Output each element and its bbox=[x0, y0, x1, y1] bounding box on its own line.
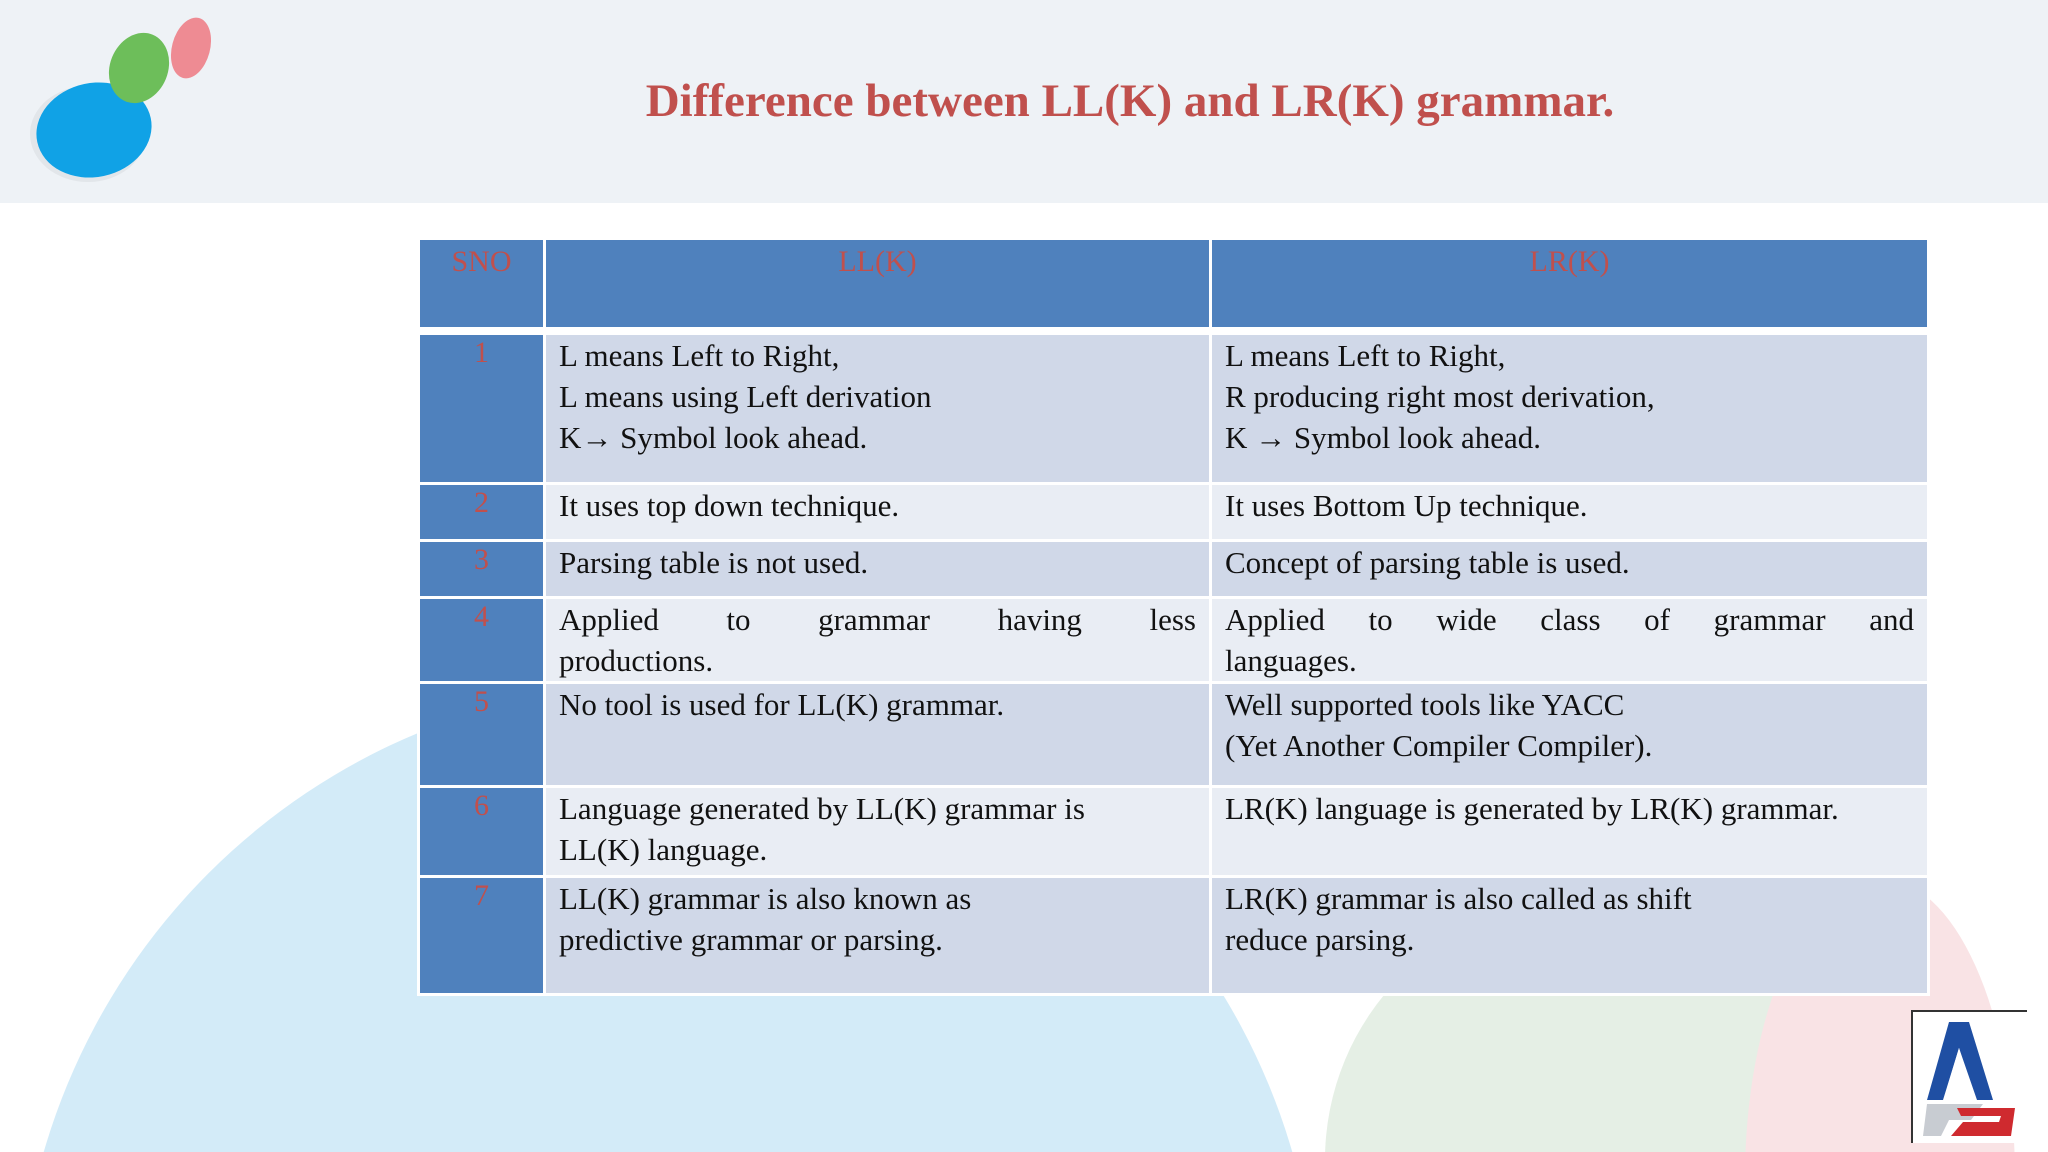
ll-line: L means Left to Right, bbox=[559, 338, 840, 373]
lr-line: K → Symbol look ahead. bbox=[1225, 420, 1541, 455]
row-number: 5 bbox=[419, 683, 545, 787]
ll-cell bbox=[545, 598, 1211, 683]
ll-cell bbox=[545, 484, 1211, 541]
ll-line: No tool is used for LL(K) grammar. bbox=[559, 687, 1005, 722]
ll-line: K→ Symbol look ahead. bbox=[559, 420, 868, 455]
table-row bbox=[419, 877, 1929, 995]
ll-cell bbox=[545, 683, 1211, 787]
lr-cell bbox=[1211, 484, 1929, 541]
lr-cell bbox=[1211, 787, 1929, 877]
lr-cell bbox=[1211, 683, 1929, 787]
row-number: 3 bbox=[419, 541, 545, 598]
table-row bbox=[419, 787, 1929, 877]
row-number: 7 bbox=[419, 877, 545, 995]
lr-line: LR(K) language is generated by LR(K) grammar. bbox=[1225, 791, 1839, 826]
table-row bbox=[419, 541, 1929, 598]
ll-line: LL(K) language. bbox=[559, 832, 768, 867]
lr-line: It uses Bottom Up technique. bbox=[1225, 488, 1588, 523]
brand-a-logo-icon bbox=[1911, 1010, 2027, 1143]
ll-line: Language generated by LL(K) grammar is bbox=[559, 791, 1085, 826]
lr-line: LR(K) grammar is also called as shift bbox=[1225, 881, 1692, 916]
table-row bbox=[419, 598, 1929, 683]
ll-cell bbox=[545, 877, 1211, 995]
ll-line: productions. bbox=[559, 643, 714, 678]
header-lr: LR(K) bbox=[1211, 239, 1929, 329]
ll-line: L means using Left derivation bbox=[559, 379, 932, 414]
lr-cell bbox=[1211, 877, 1929, 995]
ll-line: Applied to grammar having less bbox=[559, 602, 1196, 637]
lr-line: L means Left to Right, bbox=[1225, 338, 1506, 373]
table-row bbox=[419, 484, 1929, 541]
row-number: 6 bbox=[419, 787, 545, 877]
ll-line: It uses top down technique. bbox=[559, 488, 900, 523]
lr-line: Applied to wide class of grammar and bbox=[1225, 602, 1914, 637]
lr-line: (Yet Another Compiler Compiler). bbox=[1225, 728, 1653, 763]
lr-line: languages. bbox=[1225, 643, 1357, 678]
header-ll: LL(K) bbox=[545, 239, 1211, 329]
lr-line: Well supported tools like YACC bbox=[1225, 687, 1625, 722]
lr-cell bbox=[1211, 334, 1929, 484]
table-header-row bbox=[419, 239, 1929, 329]
ll-line: LL(K) grammar is also known as bbox=[559, 881, 972, 916]
lr-cell bbox=[1211, 598, 1929, 683]
ll-line: Parsing table is not used. bbox=[559, 545, 869, 580]
ll-cell bbox=[545, 541, 1211, 598]
lr-line: R producing right most derivation, bbox=[1225, 379, 1655, 414]
lr-line: Concept of parsing table is used. bbox=[1225, 545, 1630, 580]
table-row bbox=[419, 683, 1929, 787]
table-row bbox=[419, 334, 1929, 484]
ll-line: predictive grammar or parsing. bbox=[559, 922, 943, 957]
lr-line: reduce parsing. bbox=[1225, 922, 1415, 957]
row-number: 1 bbox=[419, 334, 545, 484]
ll-cell bbox=[545, 787, 1211, 877]
comparison-table bbox=[417, 237, 1930, 996]
lr-cell bbox=[1211, 541, 1929, 598]
header-sno: SNO bbox=[419, 239, 545, 329]
row-number: 2 bbox=[419, 484, 545, 541]
slide-title: Difference between LL(K) and LR(K) grammar. bbox=[645, 75, 1615, 127]
ll-cell bbox=[545, 334, 1211, 484]
row-number: 4 bbox=[419, 598, 545, 683]
bubbles-logo-icon bbox=[26, 12, 226, 197]
